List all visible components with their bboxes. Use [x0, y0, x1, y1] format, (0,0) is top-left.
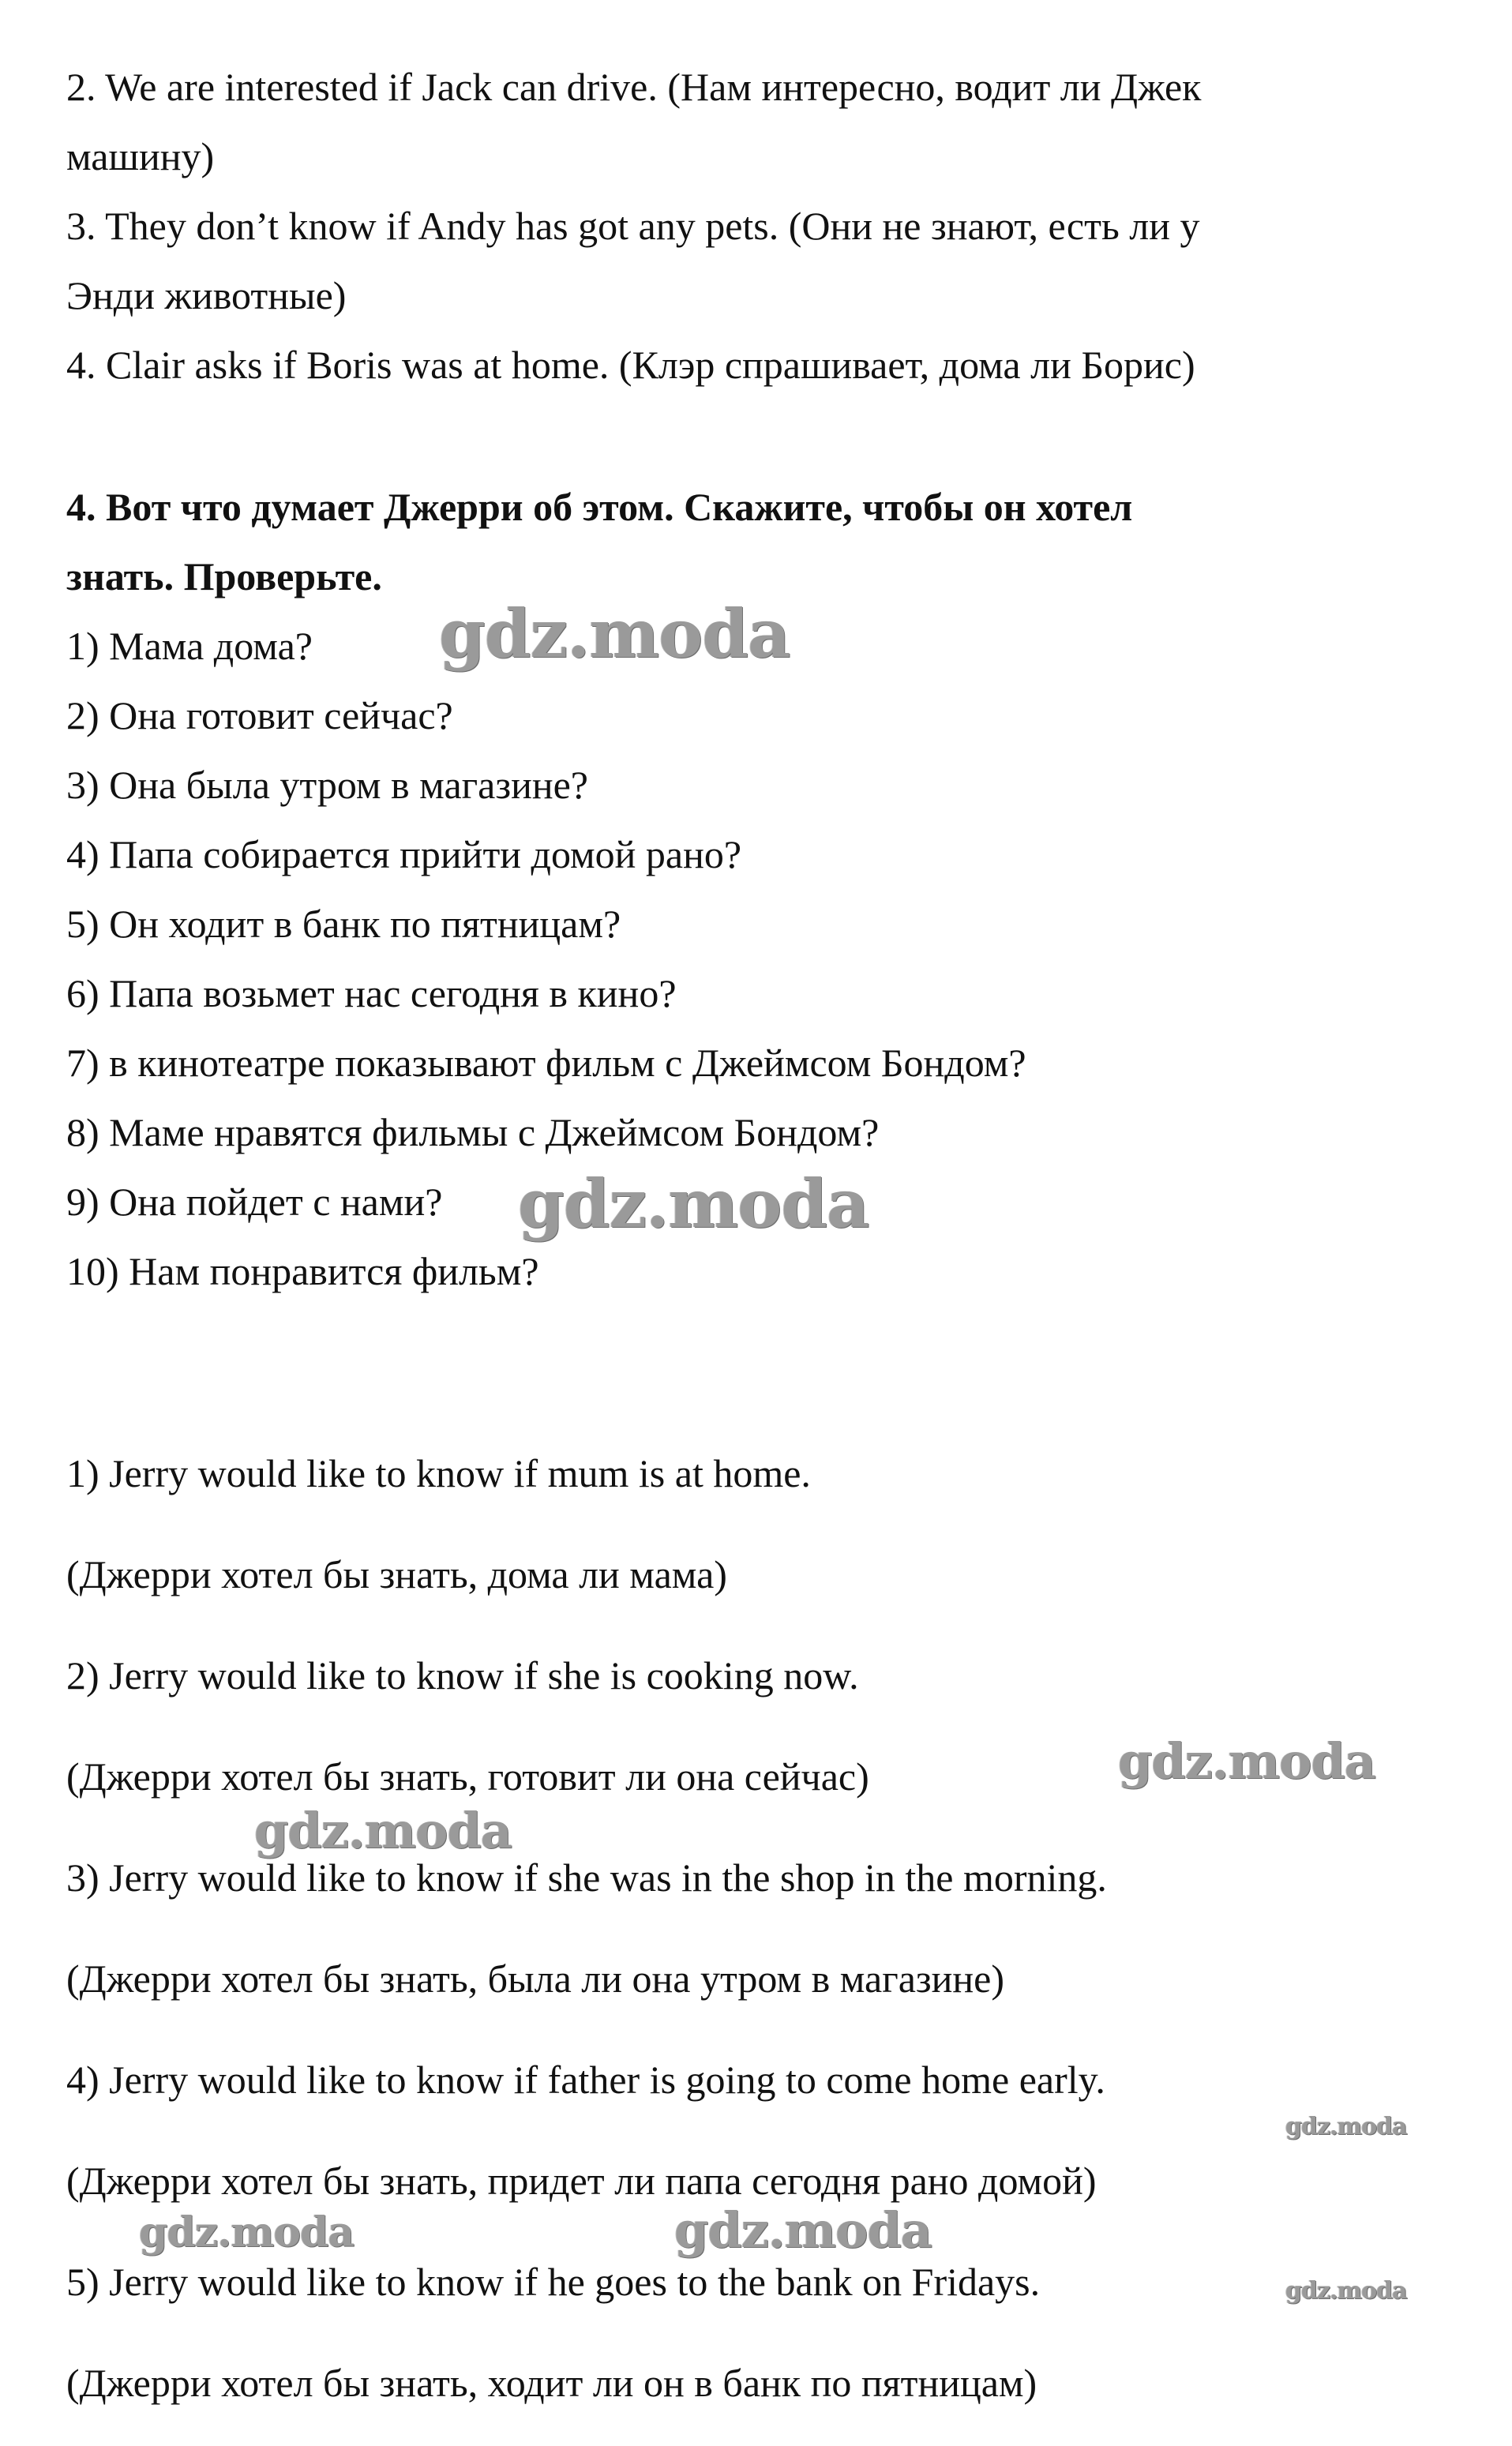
- watermark-logo: gdz.moda: [518, 1165, 869, 1243]
- answer-english: 5) Jerry would like to know if he goes to the bank on Fridays.: [66, 2260, 1041, 2304]
- question-item: 7) в кинотеатре показывают фильм с Джеймсом Бондом?: [66, 1041, 1026, 1085]
- question-item: 1) Мама дома?: [66, 624, 313, 668]
- answer-english: 2) Jerry would like to know if she is cooking now.: [66, 1653, 859, 1698]
- task-heading: 4. Вот что думает Джерри об этом. Скажите, чтобы он хотел: [66, 485, 1133, 529]
- question-item: 8) Маме нравятся фильмы с Джеймсом Бондом?: [66, 1110, 880, 1154]
- answer-english: 4) Jerry would like to know if father is going to come home early.: [66, 2058, 1105, 2102]
- watermark-logo: gdz.moda: [1285, 2113, 1407, 2140]
- watermark-logo: gdz.moda: [674, 2201, 932, 2259]
- answer-translation: (Джерри хотел бы знать, придет ли папа сегодня рано домой): [66, 2159, 1097, 2203]
- watermark-logo: gdz.moda: [1118, 1732, 1375, 1790]
- question-item: 6) Папа возьмет нас сегодня в кино?: [66, 971, 677, 1015]
- answer-translation: (Джерри хотел бы знать, ходит ли он в банк по пятницам): [66, 2361, 1037, 2405]
- answer-line-3-continued: Энди животные): [66, 273, 347, 317]
- answer-english: 3) Jerry would like to know if she was in the shop in the morning.: [66, 1855, 1107, 1900]
- task-heading-continued: знать. Проверьте.: [66, 554, 382, 598]
- answer-translation: (Джерри хотел бы знать, дома ли мама): [66, 1552, 727, 1596]
- watermark-logo: gdz.moda: [439, 595, 790, 673]
- question-item: 3) Она была утром в магазине?: [66, 763, 588, 807]
- question-item: 10) Нам понравится фильм?: [66, 1249, 539, 1293]
- answer-line-4: 4. Clair asks if Boris was at home. (Клэр спрашивает, дома ли Борис): [66, 343, 1195, 387]
- answer-line-3: 3. They don’t know if Andy has got any pets. (Они не знают, есть ли у: [66, 204, 1200, 248]
- watermark-logo: gdz.moda: [254, 1802, 512, 1859]
- answer-line-2-continued: машину): [66, 134, 215, 178]
- question-item: 5) Он ходит в банк по пятницам?: [66, 902, 621, 946]
- watermark-logo: gdz.moda: [1285, 2277, 1407, 2305]
- answer-translation: (Джерри хотел бы знать, готовит ли она сейчас): [66, 1754, 869, 1799]
- question-item: 4) Папа собирается прийти домой рано?: [66, 832, 742, 876]
- answer-translation: (Джерри хотел бы знать, была ли она утром в магазине): [66, 1956, 1005, 2001]
- question-item: 2) Она готовит сейчас?: [66, 693, 453, 737]
- watermark-logo: gdz.moda: [139, 2208, 355, 2257]
- question-item: 9) Она пойдет с нами?: [66, 1180, 443, 1224]
- answer-line-2: 2. We are interested if Jack can drive. (Нам интересно, водит ли Джек: [66, 65, 1202, 109]
- answer-english: 1) Jerry would like to know if mum is at home.: [66, 1451, 811, 1495]
